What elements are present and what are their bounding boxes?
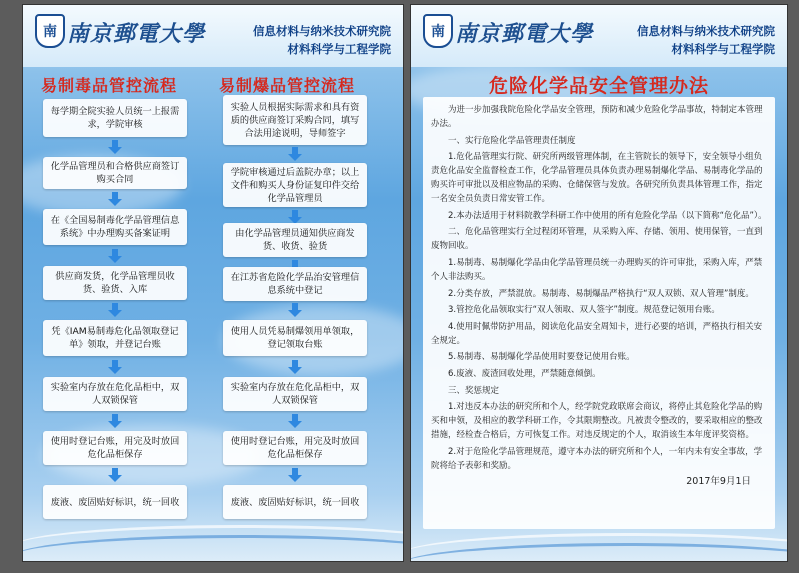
down-arrow-icon	[288, 210, 302, 224]
institute-name: 信息材料与纳米技术研究院	[253, 24, 391, 38]
logo-mark: 南	[43, 24, 57, 40]
document-title: 危险化学品安全管理办法	[488, 75, 709, 97]
school-name: 材料科学与工程学院	[671, 42, 775, 56]
explosive-step-1: 实验人员根据实际需求和具有资质的供应商签订采购合同，填写合法用途说明，导师签字	[223, 95, 367, 145]
down-arrow-icon	[288, 468, 302, 482]
down-arrow-icon	[108, 303, 122, 317]
explosive-step-3: 由化学品管理员通知供应商发货、收货、验货	[223, 223, 367, 257]
paragraph: 2.本办法适用于材料院教学科研工作中使用的所有危险化学品（以下简称“危化品”）。	[448, 210, 767, 221]
university-logo	[423, 14, 453, 48]
toxic-step-4: 供应商发货，化学品管理员收货、验货、入库	[43, 266, 187, 300]
explosive-step-4: 在江苏省危险化学品治安管理信息系统中登记	[223, 267, 367, 301]
explosive-step-7: 使用时登记台账，用完及时放回危化品柜保存	[223, 431, 367, 465]
paragraph: 1.对违反本办法的研究所和个人，经学院党政联席会商议，将停止其危险化学品的购买和申领，及相应的教学科研工作，令其限期整改。凡被责令整改的，要采取相应的整改措施，经检查合格后，方可恢复工作。对违反规定的个人，取消该生本年度评奖资格。	[431, 402, 763, 441]
down-arrow-icon	[288, 147, 302, 161]
school-name: 材料科学与工程学院	[287, 42, 391, 56]
down-arrow-icon	[108, 414, 122, 428]
explosive-step-6: 实验室内存放在危化品柜中，双人双锁保管	[223, 377, 367, 411]
toxic-step-1: 每学期全院实验人员统一上报需求，学院审核	[43, 99, 187, 137]
explosive-step-5: 使用人员凭易制爆领用单领取，登记领取台账	[223, 320, 367, 356]
regulation-text	[423, 97, 775, 529]
document-date: 2017年9月1日	[686, 476, 751, 488]
institute-name: 信息材料与纳米技术研究院	[637, 24, 775, 38]
section-heading: 一、实行危险化学品管理责任制度	[448, 135, 576, 146]
down-arrow-icon	[108, 468, 122, 482]
university-name: 南京郵電大學	[67, 21, 206, 47]
explosive-step-2: 学院审核通过后盖院办章；以上文件和购买人身份证复印件交给化学品管理员	[223, 163, 367, 207]
right-poster	[410, 4, 788, 562]
paragraph: 1.易制毒、易制爆化学品由化学品管理员统一办理购买的许可审批，采购入库，严禁个人非法购买。	[431, 257, 763, 282]
paragraph: 4.使用时佩带防护用品，阅读危化品安全周知卡，进行必要的培训，严格执行相关安全规定。	[431, 321, 763, 346]
toxic-flow-title: 易制毒品管控流程	[41, 76, 178, 95]
toxic-step-2: 化学品管理员和合格供应商签订购买合同	[43, 157, 187, 189]
down-arrow-icon	[108, 249, 122, 263]
toxic-step-6: 实验室内存放在危化品柜中，双人双锁保管	[43, 377, 187, 411]
university-logo	[35, 14, 65, 48]
down-arrow-icon	[288, 303, 302, 317]
down-arrow-icon	[108, 140, 122, 154]
logo-mark: 南	[431, 24, 445, 40]
paragraph: 6.废液、废渣回收处理，严禁随意倾倒。	[448, 368, 601, 379]
down-arrow-icon	[108, 360, 122, 374]
down-arrow-icon	[108, 192, 122, 206]
paragraph: 1.危化品管理实行院、研究所两级管理体制，在主管院长的领导下，安全领导小组负责危化品安全监督检查工作，化学品管理员具体负责办理易制爆化学品、易制毒化学品的购买许可审批以及相应物品的采购、仓储保管与发放。各研究所负责具体管理工作，指定一名安全员负责日常安管工作。	[431, 152, 763, 205]
left-poster	[22, 4, 404, 562]
poster-header	[23, 5, 403, 67]
toxic-step-5: 凭《IAM易制毒危化品领取登记单》领取，并登记台账	[43, 320, 187, 356]
explosive-flow-title: 易制爆品管控流程	[219, 76, 356, 95]
university-name: 南京郵電大學	[455, 21, 594, 47]
toxic-step-7: 使用时登记台账，用完及时放回危化品柜保存	[43, 431, 187, 465]
section-heading: 三、奖惩规定	[448, 385, 500, 396]
paragraph: 2.对于危险化学品管理规范，遵守本办法的研究所和个人，一年内未有安全事故，学院将给予表彰和奖励。	[431, 446, 763, 471]
down-arrow-icon	[288, 360, 302, 374]
toxic-step-8: 废液、废固贴好标识，统一回收	[43, 485, 187, 519]
poster-header	[411, 5, 787, 67]
toxic-step-3: 在《全国易制毒化学品管理信息系统》中办理购买备案证明	[43, 209, 187, 245]
explosive-step-8: 废液、废固贴好标识，统一回收	[223, 485, 367, 519]
down-arrow-icon	[288, 414, 302, 428]
paragraph: 5.易制毒、易制爆化学品使用时要登记使用台账。	[448, 352, 635, 363]
paragraph: 3.管控危化品领取实行“双人领取、双人签字”制度。规范登记领用台账。	[448, 305, 720, 316]
paragraph: 为进一步加强我院危险化学品安全管理，预防和减少危险化学品事故，特制定本管理办法。	[431, 105, 763, 129]
paragraph: 2.分类存放，严禁混放。易制毒、易制爆品严格执行“双人双锁、双人管理”制度。	[448, 288, 754, 299]
section-heading: 二、危化品管理实行全过程闭环管理，从采购入库、存储、领用、使用保管，一直到废物回收。	[431, 227, 763, 252]
